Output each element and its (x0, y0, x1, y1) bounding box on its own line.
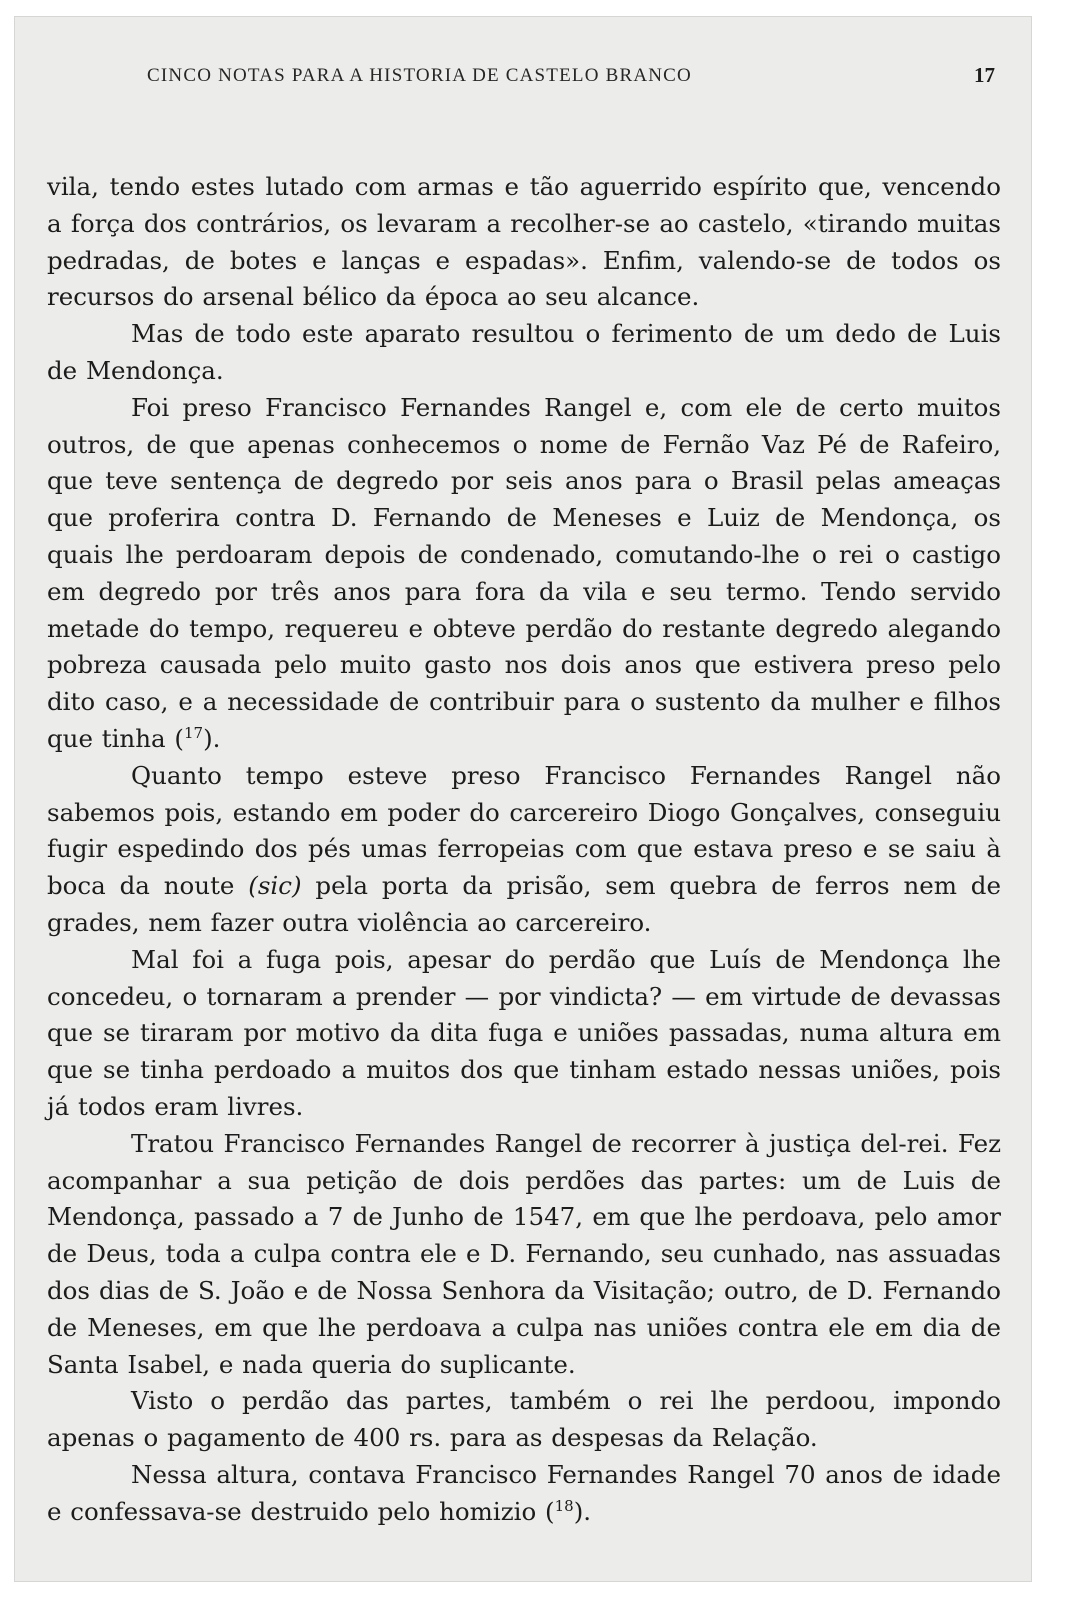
paragraph-7 (47, 1383, 1001, 1457)
paragraph-4-text: Quanto tempo esteve preso Francisco Fernandes Rangel não sabemos pois, estando em poder do carcereiro Diogo Gonçalves, conseguiu fugir espedindo dos pés umas ferropeias com que estava preso e se saiu à boca da noute (47, 760, 1001, 901)
paragraph-8-end: ). (573, 1496, 592, 1526)
paragraph-1 (47, 169, 1001, 316)
paragraph-4 (47, 758, 1001, 942)
running-header (15, 65, 1031, 95)
page-number: 17 (974, 63, 995, 87)
paragraph-5-text: Mal foi a fuga pois, apesar do perdão que Luís de Mendonça lhe concedeu, o tornaram a prender — por vindicta? — em virtude de devassas que se tiraram por motivo da dita fuga e uniões passadas, numa altura em que se tinha perdoado a muitos dos que tinham estado nessas uniões, pois já todos eram livres. (47, 944, 1001, 1121)
sic-annotation: (sic) (248, 871, 302, 901)
paragraph-6-text: Tratou Francisco Fernandes Rangel de recorrer à justiça del-rei. Fez acompanhar a sua petição de dois perdões das partes: um de Luis de Mendonça, passado a 7 de Junho de 1547, em que lhe perdoava, pelo amor de Deus, toda a culpa contra ele e D. Fernando, seu cunhado, nas assuadas dos dias de S. João e de Nossa Senhora da Visitação; outro, de D. Fernando de Meneses, em que lhe perdoava a culpa nas uniões contra ele em dia de Santa Isabel, e nada queria do suplicante. (47, 1128, 1001, 1379)
paragraph-7-text: Visto o perdão das partes, também o rei lhe perdoou, impondo apenas o pagamento de 400 rs. para as despesas da Relação. (47, 1386, 1001, 1453)
paragraph-3: Foi preso Francisco Fernandes Rangel e, com ele de certo muitos outros, de que apenas conhecemos o nome de Fernão Vaz Pé de Rafeiro, que teve sentença de degredo por seis anos para o Brasil pelas ameaças que proferira contra D. Fernando de Meneses e Luiz de Mendonça, os quais lhe perdoaram depois de condenado, comutando-lhe o rei o castigo em degredo por três anos para fora da vila e seu termo. Tendo servido metade do tempo, requereu e obteve perdão do restante degredo alegando pobreza causada pelo muito gasto nos dois anos que estivera preso pelo dito caso, e a necessidade de contribuir para o sustento da mulher e filhos que tinha ($^{17}$). (47, 392, 1001, 753)
footnote-reference-17: 17 (183, 723, 204, 742)
paragraph-4-end: pela porta da prisão, sem quebra de ferros nem de grades, nem fazer outra violência ao carcereiro. (47, 871, 1001, 937)
paragraph-2-text: Mas de todo este aparato resultou o ferimento de um dedo de Luis de Mendonça. (47, 319, 1001, 385)
paragraph-6 (47, 1126, 1001, 1384)
body-text (47, 169, 1001, 1530)
paragraph-2 (47, 316, 1001, 390)
running-title: CINCO NOTAS PARA A HISTORIA DE CASTELO BRANCO (147, 65, 692, 86)
paragraph-8-text: Nessa altura, contava Francisco Fernandes Rangel 70 anos de idade e confessava-se destruido pelo homizio (47, 1459, 1001, 1526)
paragraph-1-text: vila, tendo estes lutado com armas e tão aguerrido espírito que, vencendo a força dos contrários, os levaram a recolher-se ao castelo, «tirando muitas pedradas, de botes e lanças e espadas». Enfim, valendo-se de todos os recursos do arsenal bélico da época ao seu alcance. (47, 172, 1001, 312)
book-page (14, 16, 1032, 1582)
paragraph-3-end: ). (203, 723, 221, 753)
footnote-reference-18: 18 (554, 1496, 574, 1515)
paragraph-5 (47, 942, 1001, 1126)
paragraph-8: Nessa altura, contava Francisco Fernandes Rangel 70 anos de idade e confessava-se destruido pelo homizio ($^{18}$). (47, 1459, 1001, 1526)
paragraph-3-text: Foi preso Francisco Fernandes Rangel e, com ele de certo muitos outros, de que apenas conhecemos o nome de Fernão Vaz Pé de Rafeiro, que teve sentença de degredo por seis anos para o Brasil pelas ameaças que proferira contra D. Fernando de Meneses e Luiz de Mendonça, os quais lhe perdoaram depois de condenado, comutando-lhe o rei o castigo em degredo por três anos para fora da vila e seu termo. Tendo servido metade do tempo, requereu e obteve perdão do restante degredo alegando pobreza causada pelo muito gasto nos dois anos que estivera preso pelo dito caso, e a necessidade de contribuir para o sustento da mulher e filhos que tinha (47, 392, 1001, 753)
